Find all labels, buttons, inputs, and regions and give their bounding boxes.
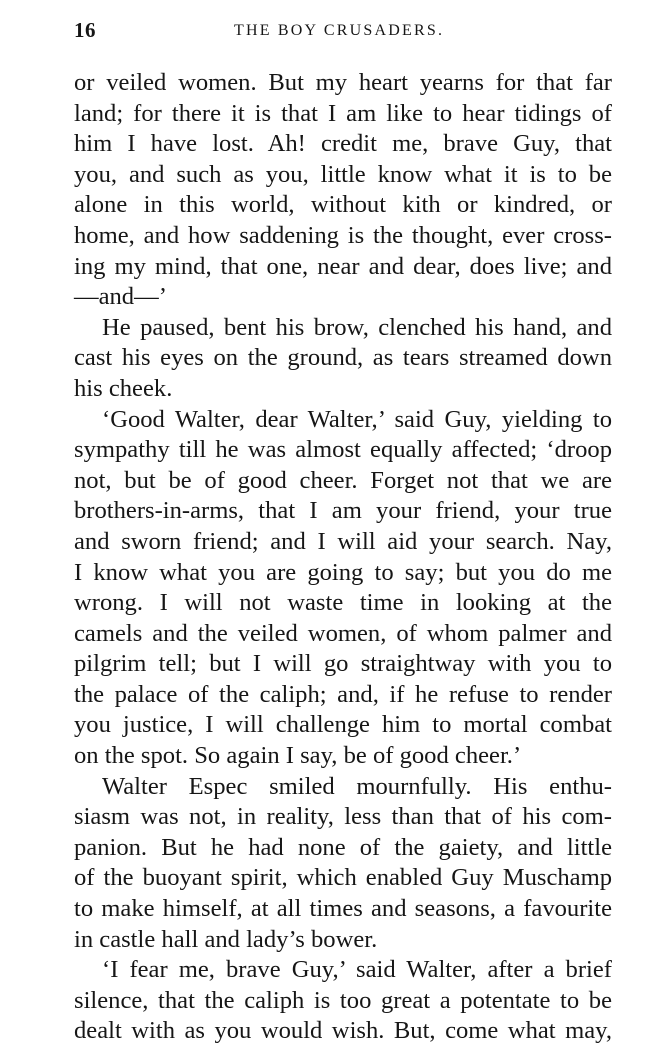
text-line: cast his eyes on the ground, as tears streamed down: [74, 344, 612, 372]
text-line: home, and how saddening is the thought, ever cross-: [74, 221, 612, 249]
text-line: silence, that the caliph is too great a potentate to be: [74, 986, 612, 1014]
text-line: camels and the veiled women, of whom palmer and: [74, 619, 612, 647]
running-head: [74, 18, 614, 46]
text-line: and sworn friend; and I will aid your search. Nay,: [74, 527, 612, 555]
paragraph: [74, 955, 612, 1047]
text-line: the palace of the caliph; and, if he refuse to render: [74, 680, 612, 708]
text-line: you, and such as you, little know what it is to be: [74, 160, 612, 188]
text-line: land; for there it is that I am like to hear tidings of: [74, 99, 612, 127]
text-line: on the spot. So again I say, be of good cheer.’: [74, 742, 522, 770]
text-line: ‘I fear me, brave Guy,’ said Walter, after a brief: [102, 956, 612, 984]
paragraph-continuation: [74, 68, 612, 313]
text-line: or veiled women. But my heart yearns for that far: [74, 69, 612, 96]
text-line: ‘Good Walter, dear Walter,’ said Guy, yielding to: [102, 405, 612, 433]
text-line: you justice, I will challenge him to mortal combat: [74, 711, 612, 739]
text-line: of the buoyant spirit, which enabled Guy Muschamp: [74, 864, 612, 892]
text-line: alone in this world, without kith or kindred, or: [74, 191, 612, 219]
body-text: [74, 68, 612, 1047]
text-line: I know what you are going to say; but you do me: [74, 558, 612, 586]
text-line: panion. But he had none of the gaiety, and little: [74, 833, 612, 861]
text-line: in castle hall and lady’s bower.: [74, 925, 378, 953]
text-line: sympathy till he was almost equally affected; ‘droop: [74, 436, 612, 464]
text-line: Walter Espec smiled mournfully. His enthu-: [102, 772, 612, 800]
text-line: He paused, bent his brow, clenched his hand, and: [102, 313, 612, 341]
text-line: him I have lost. Ah! credit me, brave Guy, that: [74, 130, 612, 158]
text-line: his cheek.: [74, 374, 173, 402]
text-line: not, but be of good cheer. Forget not that we are: [74, 466, 612, 494]
text-line: ing my mind, that one, near and dear, does live; and: [74, 252, 612, 280]
paragraph: [74, 772, 612, 956]
text-line: —and—’: [74, 283, 167, 311]
text-line: pilgrim tell; but I will go straightway with you to: [74, 650, 612, 678]
text-line: siasm was not, in reality, less than that of his com-: [74, 803, 612, 831]
page-number: 16: [74, 18, 96, 42]
text-line: dealt with as you would wish. But, come what may,: [74, 1017, 612, 1045]
running-title: THE BOY CRUSADERS.: [234, 22, 445, 39]
paragraph: [74, 313, 612, 405]
text-line: wrong. I will not waste time in looking at the: [74, 589, 612, 617]
text-line: brothers-in-arms, that I am your friend, your true: [74, 497, 612, 525]
text-line: to make himself, at all times and seasons, a favourite: [74, 895, 612, 923]
paragraph: [74, 405, 612, 772]
